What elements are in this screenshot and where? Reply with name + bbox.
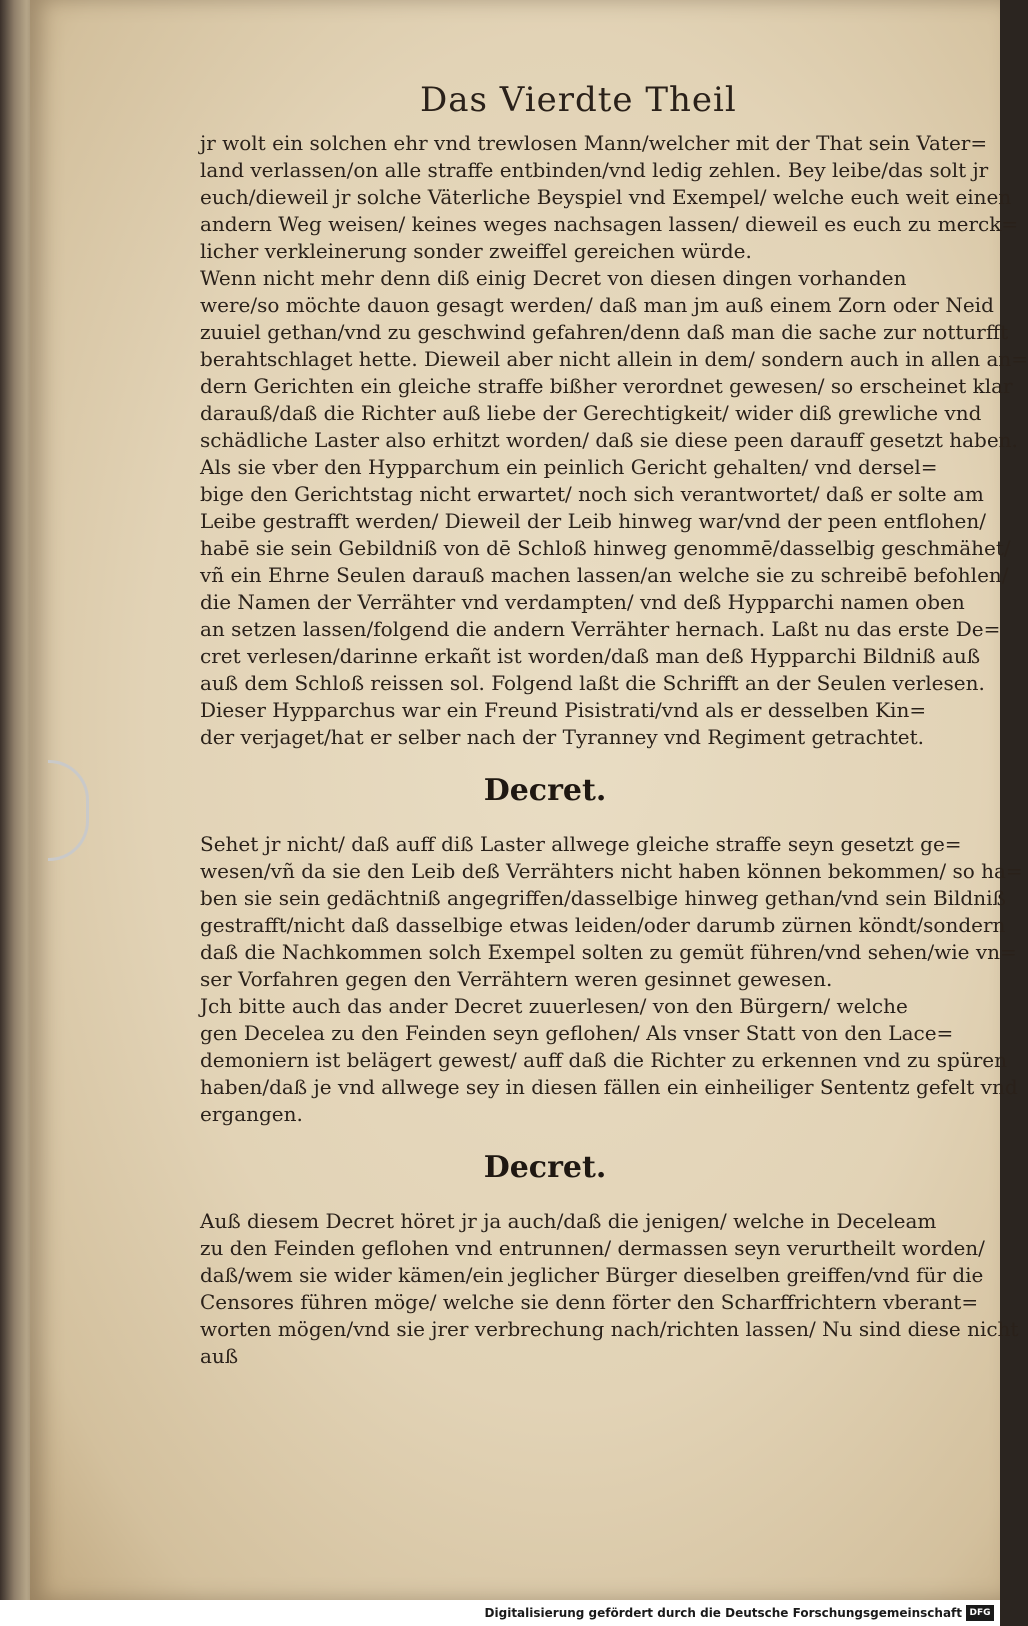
text-line: zuuiel gethan/vnd zu geschwind gefahren/denn daß man die sache zur notturfft [200, 320, 1009, 344]
text-line: jr wolt ein solchen ehr vnd trewlosen Mann/welcher mit der That sein Vater= [200, 131, 988, 155]
running-header: Das Vierdte Theil [420, 80, 737, 120]
text-line: demoniern ist belägert gewest/ auff daß die Richter zu erkennen vnd zu spüren [200, 1048, 1007, 1072]
text-line: worten mögen/vnd sie jrer verbrechung nach/richten lassen/ Nu sind diese nicht [200, 1317, 1019, 1341]
decret-heading-1: Decret. [483, 773, 607, 808]
text-line: Als sie vber den Hypparchum ein peinlich Gericht gehalten/ vnd dersel= [200, 455, 938, 479]
text-line: bige den Gerichtstag nicht erwartet/ noch sich verantwortet/ daß er solte am [200, 482, 984, 506]
text-line: an setzen lassen/folgend die andern Verrähter hernach. Laßt nu das erste De= [200, 617, 1001, 641]
text-line: berahtschlaget hette. Dieweil aber nicht allein in dem/ sondern auch in allen an= [200, 347, 1028, 371]
text-line: wesen/vñ da sie den Leib deß Verrähters nicht haben können bekommen/ so ha= [200, 859, 1023, 883]
text-block-2 [200, 831, 1023, 1128]
text-line: daß/wem sie wider kämen/ein jeglicher Bürger dieselben greiffen/vnd für die [200, 1263, 984, 1287]
text-line: Auß diesem Decret höret jr ja auch/daß die jenigen/ welche in Deceleam [200, 1209, 937, 1233]
text-block-1 [200, 130, 1028, 751]
text-line: schädliche Laster also erhitzt worden/ daß sie diese peen darauff gesetzt haben. [200, 428, 1018, 452]
text-line: licher verkleinerung sonder zweiffel gereichen würde. [200, 239, 752, 263]
text-line: auß dem Schloß reissen sol. Folgend laßt die Schrifft an der Seulen verlesen. [200, 671, 985, 695]
page-body [200, 130, 1028, 1370]
paper-clip [48, 760, 89, 861]
text-line: haben/daß je vnd allwege sey in diesen fällen ein einheiliger Sententz gefelt vnd [200, 1075, 1018, 1099]
text-line: land verlassen/on alle straffe entbinden/vnd ledig zehlen. Bey leibe/das solt jr [200, 158, 989, 182]
text-line: Leibe gestrafft werden/ Dieweil der Leib hinweg war/vnd der peen entflohen/ [200, 509, 986, 533]
digitization-footer [0, 1600, 1000, 1626]
text-line: Censores führen möge/ welche sie denn förter den Scharffrichtern vberant= [200, 1290, 979, 1314]
text-line: ergangen. [200, 1102, 303, 1126]
text-line: zu den Feinden geflohen vnd entrunnen/ dermassen seyn verurtheilt worden/ [200, 1236, 985, 1260]
text-line: vñ ein Ehrne Seulen darauß machen lassen/an welche sie zu schreibē befohlen/ [200, 563, 1009, 587]
text-line: gestrafft/nicht daß dasselbige etwas leiden/oder darumb zürnen köndt/sondern [200, 913, 1006, 937]
text-line: die Namen der Verrähter vnd verdampten/ vnd deß Hypparchi namen oben [200, 590, 965, 614]
text-line: Wenn nicht mehr denn diß einig Decret von diesen dingen vorhanden [200, 266, 907, 290]
text-line: Dieser Hypparchus war ein Freund Pisistrati/vnd als er desselben Kin= [200, 698, 927, 722]
text-line: were/so möchte dauon gesagt werden/ daß man jm auß einem Zorn oder Neid [200, 293, 994, 317]
text-line: habē sie sein Gebildniß von dē Schloß hinweg genommē/dasselbig geschmähet/ [200, 536, 1011, 560]
text-line: daß die Nachkommen solch Exempel solten zu gemüt führen/vnd sehen/wie vn= [200, 940, 1017, 964]
text-block-3 [200, 1208, 1019, 1370]
text-line: Jch bitte auch das ander Decret zuuerlesen/ von den Bürgern/ welche [200, 994, 908, 1018]
text-line: dern Gerichten ein gleiche straffe bißher verordnet gewesen/ so erscheinet klar [200, 374, 1013, 398]
decret-heading-2: Decret. [483, 1150, 607, 1185]
text-line: euch/dieweil jr solche Väterliche Beyspiel vnd Exempel/ welche euch weit einen [200, 185, 1012, 209]
text-line: der verjaget/hat er selber nach der Tyranney vnd Regiment getrachtet. [200, 725, 924, 749]
text-line: cret verlesen/darinne erkañt ist worden/daß man deß Hypparchi Bildniß auß [200, 644, 981, 668]
text-line: darauß/daß die Richter auß liebe der Gerechtigkeit/ wider diß grewliche vnd [200, 401, 982, 425]
text-line: auß [200, 1344, 239, 1368]
text-line: Sehet jr nicht/ daß auff diß Laster allwege gleiche straffe seyn gesetzt ge= [200, 832, 962, 856]
text-line: andern Weg weisen/ keines weges nachsagen lassen/ dieweil es euch zu merck= [200, 212, 1019, 236]
text-line: ben sie sein gedächtniß angegriffen/dasselbige hinweg gethan/vnd sein Bildniß [200, 886, 1006, 910]
text-line: ser Vorfahren gegen den Verrähtern weren gesinnet gewesen. [200, 967, 833, 991]
text-line: gen Decelea zu den Feinden seyn geflohen/ Als vnser Statt von den Lace= [200, 1021, 954, 1045]
dfg-logo: DFG [966, 1605, 994, 1621]
footer-credit: Digitalisierung gefördert durch die Deutsche Forschungsgemeinschaft [484, 1606, 962, 1620]
